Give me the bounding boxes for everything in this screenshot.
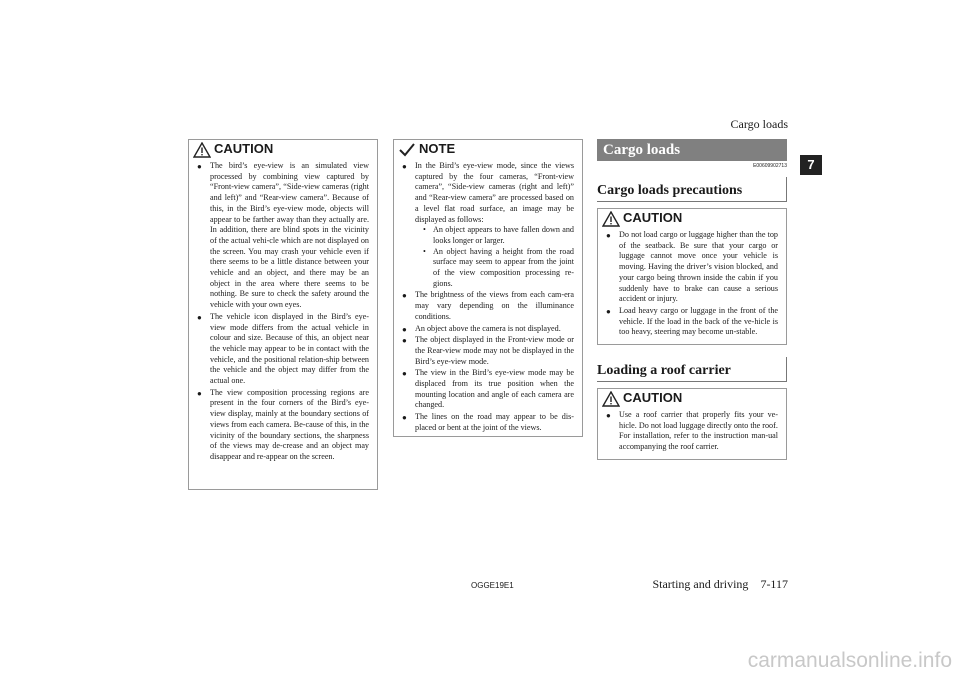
document-code: OGGE19E1 — [471, 581, 514, 590]
sub-list-item: • An object having a height from the road surface may seem to appear from the joint of the view composition processing re-gions. — [423, 246, 574, 288]
caution-header — [598, 389, 786, 408]
list-item: ● The vehicle icon displayed in the Bird’s eye-view mode differs from the actual vehicle in colour and size. Because of this, an object near the vehicle may appear to be in contact with the vehicle, and the positional relation-ship between the vehicle and the object may differ from the actual one. — [197, 311, 369, 386]
note-check-icon — [398, 142, 416, 158]
list-item: ● The view composition processing regions are present in the four corners of the Bird’s eye-view display, mainly at the boundary sections of views from each camera. Be-cause of this, in the vicinity of the boundary sections, the sharpness of the views may de-crease and an object may disappear and re-appear on the screen. — [197, 387, 369, 461]
subsection-title: Loading a roof carrier — [597, 357, 787, 382]
footer-section: Starting and driving — [652, 577, 749, 591]
subsection-title: Cargo loads precautions — [597, 177, 787, 202]
watermark: carmanualsonline.info — [747, 649, 952, 672]
warning-triangle-icon — [602, 391, 620, 407]
list-item: ● Do not load cargo or luggage higher than the top of the seatback. Be sure that your cargo or luggage cannot move once your vehicle is moving. Having the driver’s vision blocked, and your cargo being thrown inside the cabin if you suddenly have to brake can cause a serious accident or injury. — [606, 230, 778, 304]
caution-box — [597, 388, 787, 460]
caution-header — [598, 209, 786, 228]
chapter-tab: 7 — [800, 155, 822, 175]
list-item: ● The lines on the road may appear to be dis-placed or bent at the joint of the views. — [402, 412, 574, 432]
section-code: E00609902713 — [753, 163, 787, 169]
list-item: ● Load heavy cargo or luggage in the front of the vehicle. If the load in the back of the ve-hicle is too heavy, steering may become un-stable. — [606, 305, 778, 337]
list-item: ● The brightness of the views from each cam-era may vary depending on the illuminance conditions. — [402, 290, 574, 321]
note-label: NOTE — [419, 141, 456, 157]
list-item: ● An object above the camera is not displayed. — [402, 323, 561, 334]
section-title: Cargo loads — [597, 139, 787, 161]
caution-header — [189, 140, 377, 159]
warning-triangle-icon — [193, 142, 211, 158]
note-header — [394, 140, 582, 159]
list-item: ● The object displayed in the Front-view mode or the Rear-view mode may not be displayed in the Bird’s eye-view mode. — [402, 335, 574, 366]
column-2 — [393, 139, 583, 437]
sub-list-item: • An object appears to have fallen down and looks longer or larger. — [423, 225, 574, 245]
caution-box — [188, 139, 378, 490]
note-box — [393, 139, 583, 437]
page-header-title: Cargo loads — [730, 117, 788, 131]
column-3 — [597, 139, 787, 460]
caution-label: CAUTION — [623, 390, 683, 406]
column-1 — [188, 139, 378, 490]
warning-triangle-icon — [602, 211, 620, 227]
list-item: ● The view in the Bird’s eye-view mode may be displaced from its true position when the mounting location and angle of each camera are changed. — [402, 368, 574, 410]
list-item: ● Use a roof carrier that properly fits your ve-hicle. Do not load luggage directly onto the roof. For installation, refer to the instruction man-ual accompanying the roof carrier. — [606, 410, 778, 452]
caution-box — [597, 208, 787, 345]
page-footer — [652, 577, 788, 592]
caution-label: CAUTION — [214, 141, 274, 157]
list-item: ● In the Bird’s eye-view mode, since the views captured by the four cameras, “Front-view camera”, “Side-view cameras (right and left)” and “Rear-view camera” are processed based on a level flat road surface, an image may be displayed as follows: • An object appears to have fallen down and looks longer or larger. • An object having a height from the road surface may seem to appear from the joint of the view composition processing re-gions. — [402, 161, 574, 288]
caution-label: CAUTION — [623, 210, 683, 226]
page-number: 7-117 — [760, 577, 788, 591]
list-item: ● The bird’s eye-view is an simulated view processed by combining view captured by “Front-view camera”, “Side-view cameras (right and left)” and “Rear-view camera”. Because of this, in the Bird’s eye-view mode, objects will appear to be farther away than they actually are. In addition, there are blind spots in the vicinity of the actual vehi-cle which are not displayed on the screen. You may crash your vehicle even if there seems to be a little distance between your vehicle and an object, and there may be an object in the area where there seems to be nothing. Be sure to check the safety around the vehicle with your own eyes. — [197, 161, 369, 310]
